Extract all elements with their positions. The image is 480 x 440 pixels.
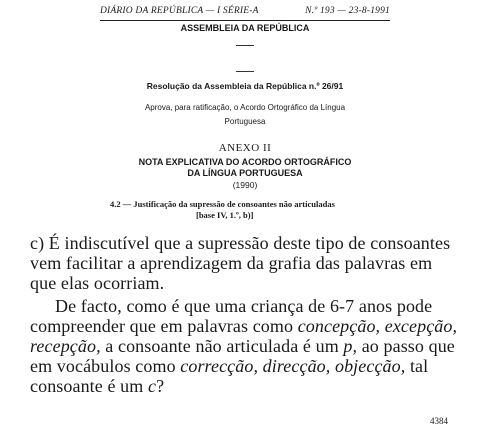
example-words-p: concepção, excepção, recepção, — [30, 316, 458, 356]
note-title-line-2: DA LÍNGUA PORTUGUESA — [187, 168, 303, 178]
letter-c: c — [147, 376, 157, 396]
paragraph-1-text: É indiscutível que a supressão deste tipo de consoantes vem facilitar a aprendizagem da grafia das palavras em que elas ocorriam. — [30, 233, 451, 293]
section-line-2: [base IV, 1.º, b)] — [196, 210, 254, 220]
paragraph-1 — [30, 233, 462, 293]
annex-heading: ANEXO II — [218, 142, 272, 154]
page-header — [100, 6, 390, 16]
assembly-heading: ASSEMBLEIA DA REPÚBLICA — [180, 23, 310, 33]
paragraph-marker: c) — [30, 233, 45, 253]
divider-1 — [236, 45, 254, 46]
paragraph-2-text-d: tal consoante é um — [30, 356, 429, 396]
resolution-title: Resolução da Assembleia da República n.º 26/91 — [146, 81, 344, 91]
note-title-line-1: NOTA EXPLICATIVA DO ACORDO ORTOGRÁFICO — [138, 157, 352, 167]
paragraph-2 — [30, 296, 462, 396]
question-mark: ? — [156, 376, 165, 396]
paragraph-2-text-a: De facto, como é que uma criança de 6-7 anos pode compreender que em palavras como — [30, 296, 433, 336]
divider-2 — [236, 71, 254, 72]
header-rule — [100, 20, 390, 21]
page-number: 4384 — [430, 416, 448, 426]
approval-text — [100, 101, 390, 129]
issue-date: N.º 193 — 23-8-1991 — [305, 6, 390, 16]
note-title — [100, 157, 390, 179]
paragraph-2-text-b: a consoante não articulada é um — [100, 336, 344, 356]
paragraph-2-text-c: ao passo que em vocábulos como — [30, 336, 455, 376]
year: (1990) — [232, 180, 258, 190]
example-words-c: correcção, direcção, objecção, — [180, 356, 406, 376]
section-line-1: 4.2 — Justificação da supressão de consoantes não articuladas — [110, 199, 335, 209]
body-text — [30, 233, 462, 396]
approval-line-2: Portuguesa — [224, 117, 266, 126]
section-heading — [110, 199, 390, 221]
journal-name: DIÁRIO DA REPÚBLICA — I SÉRIE-A — [100, 6, 259, 16]
letter-p: p, — [343, 336, 358, 356]
approval-line-1: Aprova, para ratificação, o Acordo Ortográfico da Língua — [144, 103, 346, 112]
